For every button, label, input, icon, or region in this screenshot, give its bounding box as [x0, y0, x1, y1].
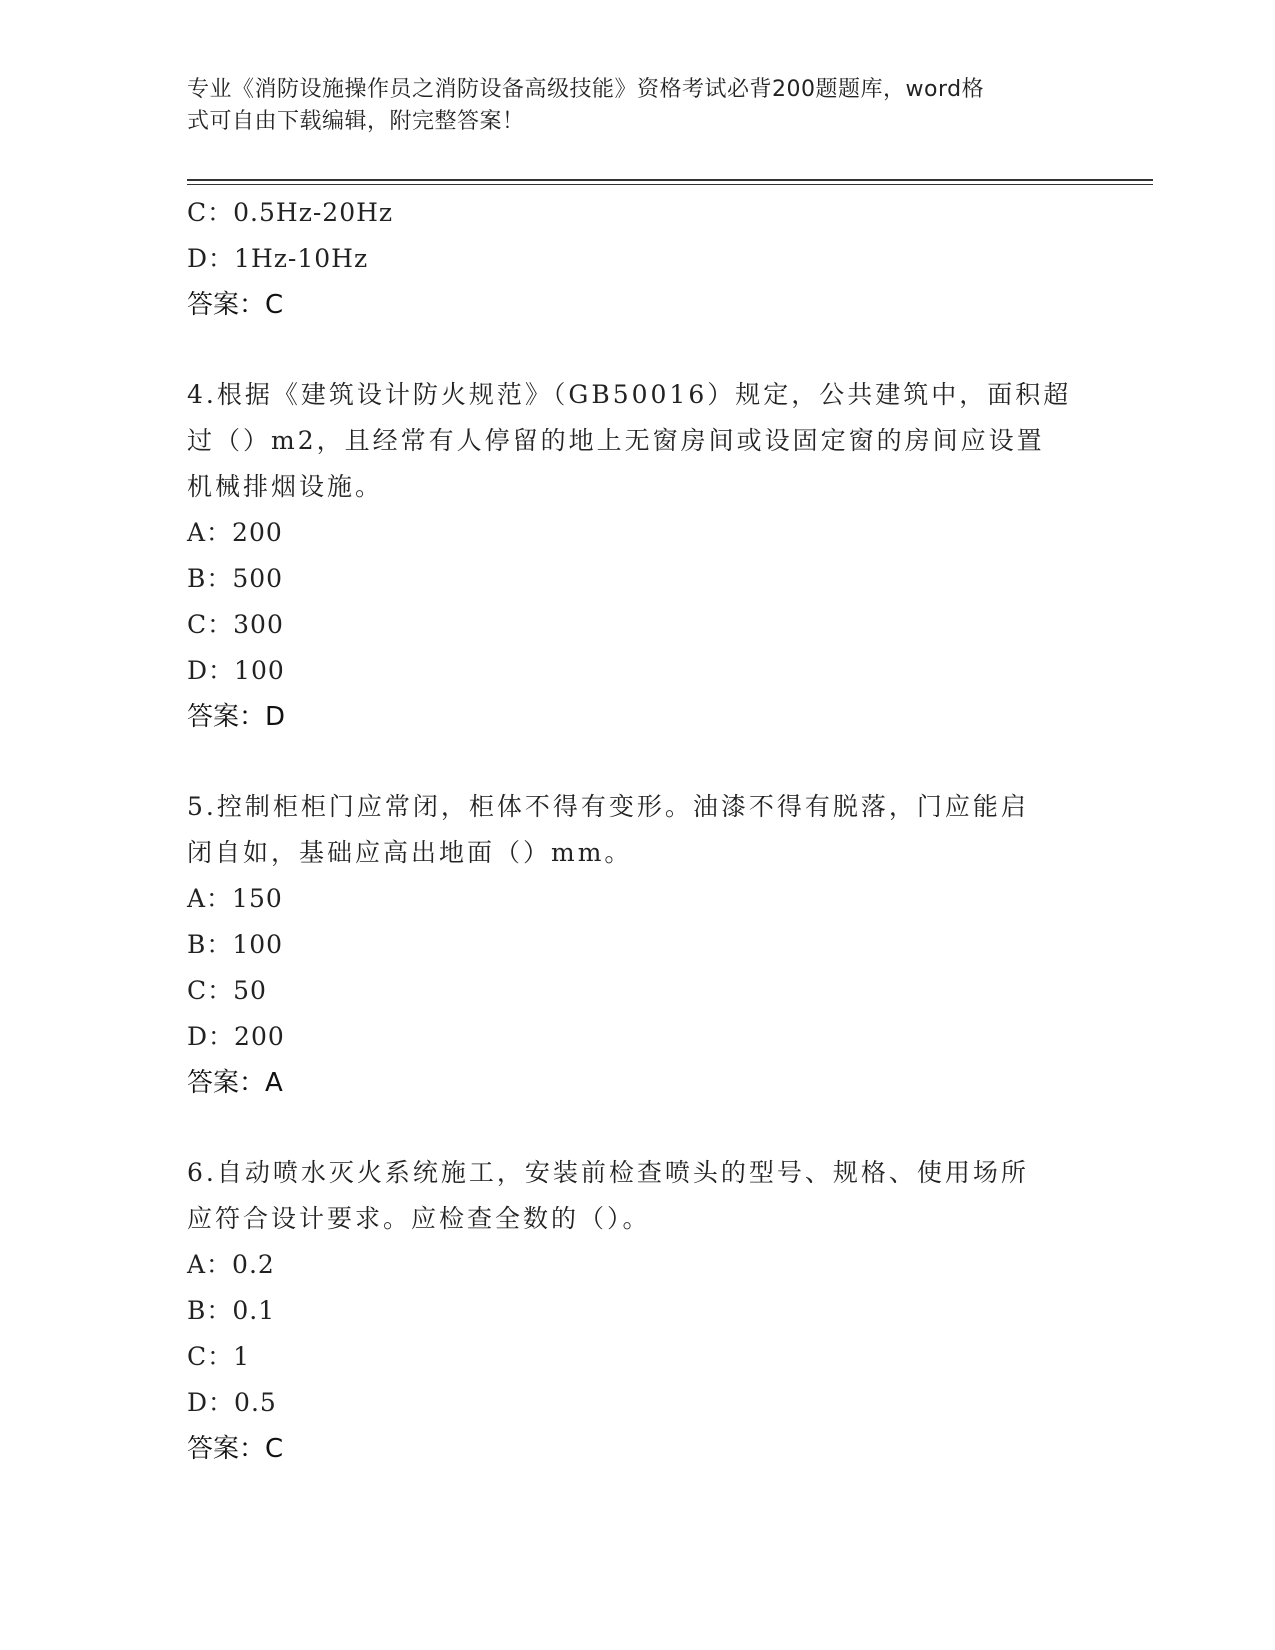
question-6: [187, 1150, 1087, 1472]
question-stem-line: 过（）m2，且经常有人停留的地上无窗房间或设固定窗的房间应设置: [187, 426, 1045, 455]
question-4: [187, 372, 1087, 740]
question-list: [187, 190, 1087, 1472]
question-stem-line: 应符合设计要求。应检查全数的（）。: [187, 1204, 651, 1233]
option-d: D：200: [187, 1022, 285, 1051]
question-5: [187, 784, 1087, 1106]
option-a: A：200: [187, 518, 283, 547]
option-c: C：50: [187, 976, 267, 1005]
option-d: D：1Hz-10Hz: [187, 244, 369, 273]
option-c: C：300: [187, 610, 284, 639]
question-stem-line: 机械排烟设施。: [187, 472, 384, 501]
header-rule-thick: [187, 179, 1153, 181]
question-stem-line: 6.自动喷水灭火系统施工，安装前检查喷头的型号、规格、使用场所: [187, 1158, 1029, 1187]
option-a: A：150: [187, 884, 283, 913]
answer: 答案：C: [187, 290, 284, 320]
option-d: D：0.5: [187, 1388, 277, 1417]
option-c: C：1: [187, 1342, 251, 1371]
spacer: [187, 328, 1087, 372]
header-rule-thin: [187, 184, 1153, 185]
option-d: D：100: [187, 656, 285, 685]
question-stem-line: 5.控制柜柜门应常闭，柜体不得有变形。油漆不得有脱落，门应能启: [187, 792, 1029, 821]
option-c: C：0.5Hz-20Hz: [187, 198, 394, 227]
header-line-2: 式可自由下载编辑，附完整答案！: [187, 109, 525, 134]
header-line-1: 专业《消防设施操作员之消防设备高级技能》资格考试必背200题题库，word格: [187, 77, 985, 102]
answer: 答案：D: [187, 702, 286, 732]
spacer: [187, 740, 1087, 784]
question-stem-line: 4.根据《建筑设计防火规范》（GB50016）规定，公共建筑中，面积超: [187, 380, 1072, 409]
option-a: A：0.2: [187, 1250, 275, 1279]
option-b: B：100: [187, 930, 284, 959]
answer: 答案：C: [187, 1434, 284, 1464]
question-stem-line: 闭自如，基础应高出地面（）mm。: [187, 838, 633, 867]
option-b: B：0.1: [187, 1296, 276, 1325]
spacer: [187, 1106, 1087, 1150]
answer: 答案：A: [187, 1068, 283, 1098]
page-header: [187, 74, 1087, 138]
question-3-partial: [187, 190, 1087, 328]
option-b: B：500: [187, 564, 284, 593]
